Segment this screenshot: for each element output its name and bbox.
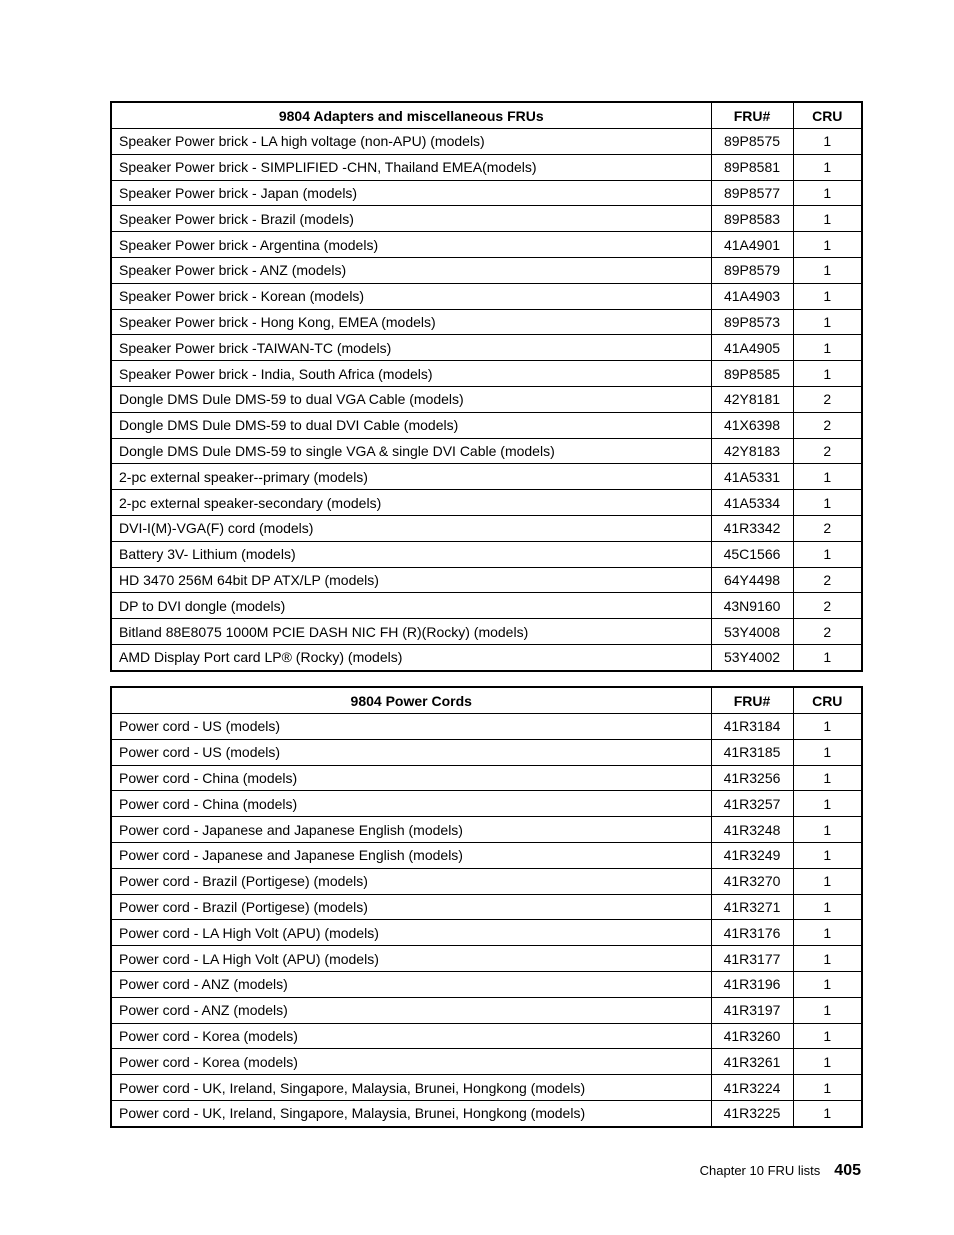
table-row [111,619,862,645]
table-row [111,335,862,361]
fru-number-cell: 42Y8181 [711,386,793,412]
fru-number-cell: 89P8579 [711,257,793,283]
cru-cell: 1 [793,644,862,670]
page-number: 405 [834,1162,861,1179]
fru-number-cell: 53Y4008 [711,619,793,645]
cru-cell: 1 [793,1049,862,1075]
cru-column-header: CRU [793,687,862,714]
table-row [111,154,862,180]
table-row [111,490,862,516]
fru-number-cell: 41A5331 [711,464,793,490]
cru-cell: 1 [793,361,862,387]
table-row [111,1075,862,1101]
fru-number-cell: 42Y8183 [711,438,793,464]
fru-number-cell: 41R3176 [711,920,793,946]
cru-cell: 1 [793,765,862,791]
fru-number-cell: 41A4903 [711,283,793,309]
table-header-row [111,102,862,129]
description-cell: DVI-I(M)-VGA(F) cord (models) [111,515,711,541]
table-row [111,842,862,868]
description-cell: Dongle DMS Dule DMS-59 to dual DVI Cable (models) [111,412,711,438]
cru-cell: 1 [793,180,862,206]
table-row [111,309,862,335]
description-cell: Dongle DMS Dule DMS-59 to dual VGA Cable (models) [111,386,711,412]
table-row [111,868,862,894]
table-row [111,644,862,670]
description-cell: Power cord - LA High Volt (APU) (models) [111,946,711,972]
cru-cell: 1 [793,946,862,972]
fru-number-cell: 64Y4498 [711,567,793,593]
table-row [111,361,862,387]
description-cell: Bitland 88E8075 1000M PCIE DASH NIC FH (R)(Rocky) (models) [111,619,711,645]
fru-number-cell: 41A4901 [711,232,793,258]
table-body [111,714,862,1127]
fru-number-cell: 41R3249 [711,842,793,868]
fru-number-cell: 89P8575 [711,129,793,155]
cru-cell: 1 [793,1100,862,1126]
fru-number-cell: 41A5334 [711,490,793,516]
description-cell: Power cord - US (models) [111,714,711,740]
fru-number-cell: 89P8585 [711,361,793,387]
cru-cell: 1 [793,206,862,232]
cru-cell: 1 [793,283,862,309]
fru-number-cell: 89P8581 [711,154,793,180]
description-cell: Speaker Power brick - Brazil (models) [111,206,711,232]
power-cords-fru-table [110,686,863,1128]
table-row [111,541,862,567]
table-row [111,920,862,946]
table-header-row [111,687,862,714]
fru-number-cell: 41R3196 [711,971,793,997]
cru-cell: 1 [793,791,862,817]
description-cell: Speaker Power brick - Hong Kong, EMEA (models) [111,309,711,335]
fru-number-cell: 41R3184 [711,714,793,740]
fru-number-cell: 89P8583 [711,206,793,232]
description-cell: Power cord - China (models) [111,791,711,817]
table-row [111,593,862,619]
fru-number-cell: 41R3257 [711,791,793,817]
description-cell: 2-pc external speaker--primary (models) [111,464,711,490]
table-body [111,129,862,671]
table-row [111,129,862,155]
fru-number-cell: 41R3225 [711,1100,793,1126]
cru-cell: 2 [793,438,862,464]
table-row [111,791,862,817]
description-cell: HD 3470 256M 64bit DP ATX/LP (models) [111,567,711,593]
fru-number-cell: 41R3270 [711,868,793,894]
description-cell: AMD Display Port card LP® (Rocky) (models) [111,644,711,670]
cru-cell: 2 [793,593,862,619]
description-cell: Power cord - Korea (models) [111,1023,711,1049]
cru-cell: 1 [793,894,862,920]
table-row [111,180,862,206]
table-row [111,714,862,740]
table-row [111,232,862,258]
description-cell: Power cord - Japanese and Japanese English (models) [111,817,711,843]
cru-cell: 1 [793,232,862,258]
fru-number-cell: 41R3260 [711,1023,793,1049]
fru-number-cell: 41R3271 [711,894,793,920]
cru-cell: 1 [793,997,862,1023]
description-cell: Speaker Power brick - Japan (models) [111,180,711,206]
description-cell: Speaker Power brick - India, South Africa (models) [111,361,711,387]
table-row [111,206,862,232]
table-row [111,283,862,309]
cru-cell: 1 [793,490,862,516]
cru-cell: 1 [793,335,862,361]
fru-number-cell: 41R3224 [711,1075,793,1101]
fru-number-cell: 41R3248 [711,817,793,843]
cru-cell: 1 [793,1075,862,1101]
fru-number-cell: 89P8573 [711,309,793,335]
page-footer [700,1162,861,1180]
fru-number-cell: 41R3256 [711,765,793,791]
table-title-header: 9804 Power Cords [111,687,711,714]
description-cell: Power cord - China (models) [111,765,711,791]
cru-cell: 1 [793,1023,862,1049]
adapters-fru-table [110,101,863,672]
table-row [111,438,862,464]
description-cell: Dongle DMS Dule DMS-59 to single VGA & single DVI Cable (models) [111,438,711,464]
table-row [111,1100,862,1126]
description-cell: 2-pc external speaker-secondary (models) [111,490,711,516]
fru-number-cell: 45C1566 [711,541,793,567]
table-row [111,515,862,541]
description-cell: Speaker Power brick - ANZ (models) [111,257,711,283]
table-row [111,817,862,843]
fru-number-cell: 89P8577 [711,180,793,206]
description-cell: Power cord - UK, Ireland, Singapore, Malaysia, Brunei, Hongkong (models) [111,1075,711,1101]
fru-number-cell: 41R3342 [711,515,793,541]
fru-number-cell: 41R3185 [711,739,793,765]
table-title-header: 9804 Adapters and miscellaneous FRUs [111,102,711,129]
table-row [111,1023,862,1049]
description-cell: Battery 3V- Lithium (models) [111,541,711,567]
table-row [111,765,862,791]
fru-number-cell: 41A4905 [711,335,793,361]
cru-cell: 2 [793,515,862,541]
cru-cell: 1 [793,309,862,335]
fru-number-cell: 41R3177 [711,946,793,972]
fru-number-cell: 41R3197 [711,997,793,1023]
description-cell: Speaker Power brick - Korean (models) [111,283,711,309]
table-row [111,386,862,412]
chapter-label: Chapter 10 FRU lists [699,1163,821,1178]
cru-cell: 1 [793,129,862,155]
table-row [111,946,862,972]
description-cell: DP to DVI dongle (models) [111,593,711,619]
description-cell: Power cord - ANZ (models) [111,971,711,997]
description-cell: Speaker Power brick - LA high voltage (non-APU) (models) [111,129,711,155]
fru-number-cell: 53Y4002 [711,644,793,670]
fru-column-header: FRU# [711,687,793,714]
table-row [111,739,862,765]
fru-number-cell: 41R3261 [711,1049,793,1075]
cru-column-header: CRU [793,102,862,129]
cru-cell: 2 [793,567,862,593]
cru-cell: 2 [793,619,862,645]
table-row [111,412,862,438]
description-cell: Power cord - Brazil (Portigese) (models) [111,868,711,894]
cru-cell: 1 [793,920,862,946]
cru-cell: 1 [793,714,862,740]
description-cell: Power cord - Korea (models) [111,1049,711,1075]
table-row [111,894,862,920]
table-row [111,567,862,593]
table-row [111,257,862,283]
table-row [111,464,862,490]
description-cell: Power cord - Japanese and Japanese English (models) [111,842,711,868]
cru-cell: 2 [793,386,862,412]
description-cell: Power cord - LA High Volt (APU) (models) [111,920,711,946]
cru-cell: 1 [793,739,862,765]
fru-number-cell: 41X6398 [711,412,793,438]
description-cell: Speaker Power brick - SIMPLIFIED -CHN, Thailand EMEA(models) [111,154,711,180]
description-cell: Speaker Power brick -TAIWAN-TC (models) [111,335,711,361]
description-cell: Power cord - Brazil (Portigese) (models) [111,894,711,920]
table-row [111,997,862,1023]
table-row [111,1049,862,1075]
cru-cell: 1 [793,868,862,894]
table-row [111,971,862,997]
description-cell: Power cord - UK, Ireland, Singapore, Malaysia, Brunei, Hongkong (models) [111,1100,711,1126]
fru-number-cell: 43N9160 [711,593,793,619]
fru-column-header: FRU# [711,102,793,129]
cru-cell: 1 [793,971,862,997]
cru-cell: 1 [793,817,862,843]
cru-cell: 1 [793,541,862,567]
cru-cell: 2 [793,412,862,438]
cru-cell: 1 [793,842,862,868]
description-cell: Power cord - ANZ (models) [111,997,711,1023]
description-cell: Power cord - US (models) [111,739,711,765]
description-cell: Speaker Power brick - Argentina (models) [111,232,711,258]
cru-cell: 1 [793,257,862,283]
cru-cell: 1 [793,154,862,180]
cru-cell: 1 [793,464,862,490]
